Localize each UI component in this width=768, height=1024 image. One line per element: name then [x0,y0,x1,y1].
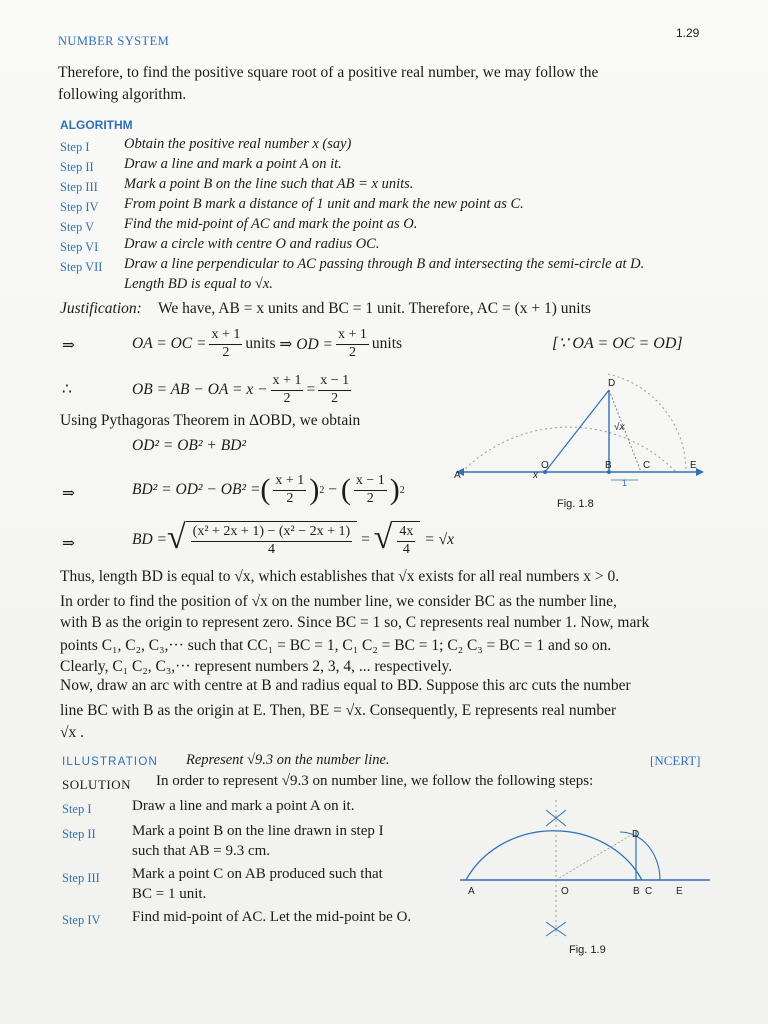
reason-bracket: [∵ OA = OC = OD] [552,335,683,352]
paragraph-line: line BC with B as the origin at E. Then, BE = √x. Consequently, E represents real number [60,702,617,719]
intro-line-1: Therefore, to find the positive square root of a positive real number, we may follow the [58,64,599,81]
algo-step-text: Find the mid-point of AC and mark the point as O. [124,216,418,232]
solution-step-text: Draw a line and mark a point A on it. [132,798,355,814]
algo-step-text-cont: Length BD is equal to √x. [124,276,273,292]
algo-step-text: Obtain the positive real number x (say) [124,136,352,152]
justification-label: Justification: [60,300,142,317]
point-a-label: A [454,470,461,481]
algo-step-text: Draw a circle with centre O and radius OC. [124,236,380,252]
page-number: 1.29 [676,26,700,40]
square-root: √ $\frac{\text{(x² + 2x + 1) − (x² − 2x + 1)}}{4}$ [167,521,357,559]
equation-od-squared: OD² = OB² + BD² [132,437,247,454]
paragraph-line: with B as the origin to represent zero. Since BC = 1 so, C represents real number 1. Now, mark [60,614,650,631]
paragraph-line: In order to find the position of √x on the number line, we consider BC as the number line, [60,593,617,610]
algo-step-label: Step VII [60,260,103,274]
algo-step-label: Step I [60,140,90,154]
solution-step-label: Step III [62,871,100,885]
implies-arrow: ⇒ [62,485,75,502]
paragraph-line: Clearly, C₁ C₂, C₃,··· represent numbers 2, 3, 4, ... respectively. [60,658,453,675]
point-b-label: B [633,886,640,897]
arrow-right [696,468,704,476]
paragraph-line: points C₁, C₂, C₃,··· such that CC₁ = BC = 1, C₁ C₂ = BC = 1; C₂ C₃ = BC = 1 and so on. [60,637,612,654]
solution-step-text-cont: such that AB = 9.3 cm. [132,843,271,859]
point-o-label: O [541,460,549,471]
point-o-label: O [561,886,569,897]
algorithm-heading: ALGORITHM [60,118,133,132]
equation-bd: BD = √ $\frac{\text{(x² + 2x + 1) − (x² − 2x + 1)}}{4}$ = √ $\frac{4x}{4}$ = √x [132,519,454,557]
algo-step-label: Step II [60,160,94,174]
solution-step-label: Step II [62,827,96,841]
point-b-label: B [605,460,612,471]
equation-oa-od: OA = OC = $\frac{x + 1}{2}$ units ⇒ OD = $\frac{x + 1}{2}$ units [132,326,403,360]
equation-ob: OB = AB − OA = x − $\frac{x + 1}{2}$ = $\frac{x - 1}{2}$ [132,372,350,406]
paragraph-line: √x . [60,724,85,741]
paragraph-line: Thus, length BD is equal to √x, which establishes that √x exists for all real numbers x > 0. [60,568,620,585]
solution-step-label: Step I [62,802,92,816]
justification-text: We have, AB = x units and BC = 1 unit. Therefore, AC = (x + 1) units [158,300,591,317]
solution-label: SOLUTION [62,777,131,792]
point-e-label: E [676,886,683,897]
therefore-symbol: ∴ [62,381,72,398]
unit-label: 1 [622,478,628,488]
solution-step-text-cont: BC = 1 unit. [132,886,207,902]
radius-od [545,390,609,472]
point-e-label: E [690,460,697,471]
pythagoras-line: Using Pythagoras Theorem in ΔOBD, we obtain [60,412,361,429]
figure-1-8 [448,368,712,518]
algo-step-label: Step IV [60,200,99,214]
algo-step-label: Step III [60,180,98,194]
intro-line-2: following algorithm. [58,86,187,103]
solution-step-text: Find mid-point of AC. Let the mid-point be O. [132,909,412,925]
section-header: NUMBER SYSTEM [58,34,170,48]
implies-arrow: ⇒ [62,535,75,552]
fraction: $\frac{x + 1}{2}$ [338,326,367,360]
paragraph-line: Now, draw an arc with centre at B and radius equal to BD. Suppose this arc cuts the number [60,677,631,694]
solution-text: In order to represent √9.3 on number line, we follow the following steps: [156,773,594,789]
algo-step-label: Step VI [60,240,99,254]
illustration-label: ILLUSTRATION [62,756,158,768]
point-d-label: D [608,378,616,389]
x-label: x [533,470,538,481]
point-c-label: C [645,886,653,897]
figure-caption: Fig. 1.9 [569,944,606,956]
implies-arrow: ⇒ [62,337,75,354]
point-c-label: C [643,460,651,471]
algo-step-text: From point B mark a distance of 1 unit and mark the new point as C. [124,196,524,212]
point-d-label: D [632,829,640,840]
solution-step-text: Mark a point C on AB produced such that [132,866,383,882]
equation-bd-squared: BD² = OD² − OB² = ( $\frac{x + 1}{2}$ ) 2 − ( $\frac{x - 1}{2}$ ) 2 [132,472,405,506]
illustration-text: Represent √9.3 on the number line. [186,752,390,768]
semicircle-arc [466,831,642,880]
point-a-label: A [468,886,475,897]
solution-step-label: Step IV [62,913,101,927]
figure-1-9 [460,790,712,950]
fraction: $\frac{x + 1}{2}$ [275,472,305,506]
root-x-label: √x [614,422,625,433]
fraction: $\frac{x - 1}{2}$ [320,372,350,406]
arc-be [620,832,660,880]
algo-step-text: Draw a line and mark a point A on it. [124,156,342,172]
algo-step-text: Draw a line perpendicular to AC passing through B and intersecting the semi-circle at D. [124,256,645,272]
square-root: √ $\frac{4x}{4}$ [374,521,421,559]
ncert-tag: [NCERT] [650,753,701,768]
fraction: $\frac{x - 1}{2}$ [355,472,385,506]
figure-caption: Fig. 1.8 [557,498,594,510]
fraction: $\frac{x + 1}{2}$ [211,326,241,360]
algo-step-label: Step V [60,220,95,234]
fraction: $\frac{x + 1}{2}$ [272,372,302,406]
algo-step-text: Mark a point B on the line such that AB = x units. [124,176,414,192]
solution-step-text: Mark a point B on the line drawn in step I [132,823,384,839]
